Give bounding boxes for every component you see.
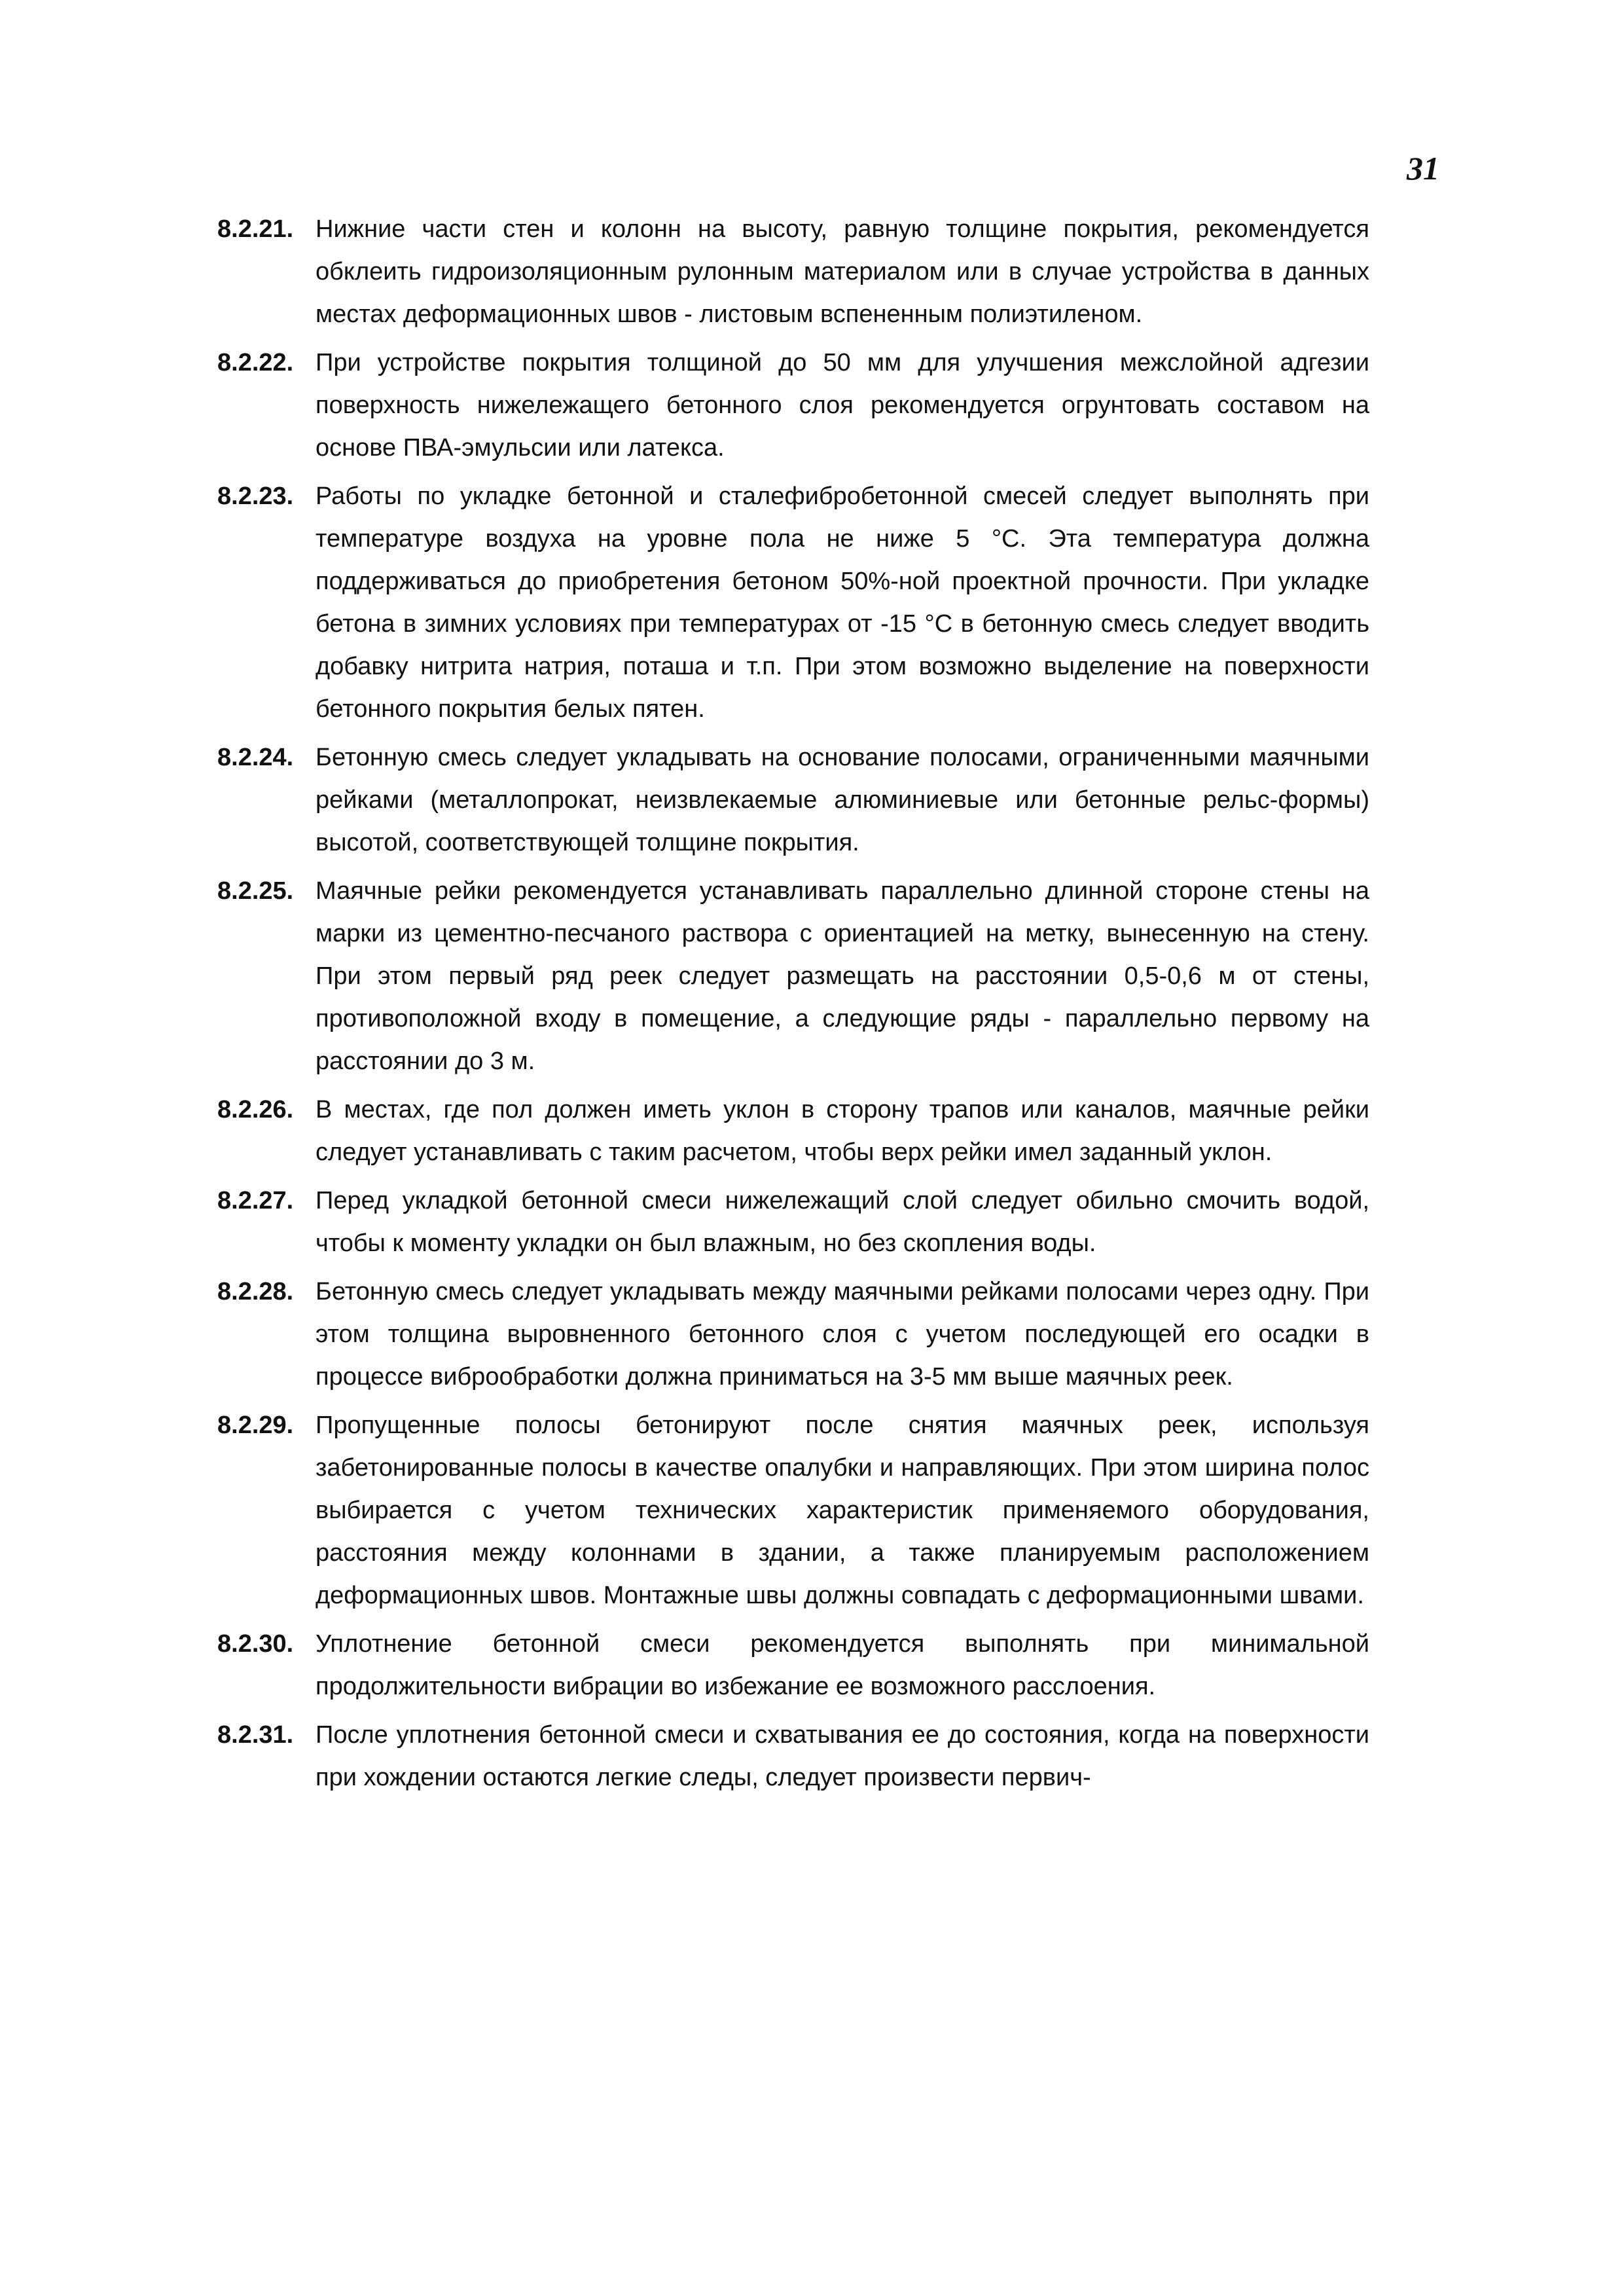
clause-text: Перед укладкой бетонной смеси нижележащий слой следует обильно смочить водой, чтобы к моменту укладки он был влажным, но без скопления воды.	[316, 1187, 1369, 1257]
clause-8-2-22	[217, 342, 1369, 469]
clause-8-2-26	[217, 1089, 1369, 1174]
clause-8-2-27	[217, 1180, 1369, 1265]
clause-8-2-23	[217, 475, 1369, 731]
clause-8-2-28	[217, 1271, 1369, 1398]
document-body	[217, 208, 1369, 1805]
clause-text: Бетонную смесь следует укладывать на основание полосами, ограниченными маячными рейками (металлопрокат, неизвлекаемые алюминиевые или бетонные рельс-формы) высотой, соответствующей толщине покрытия.	[316, 744, 1369, 856]
clause-number: 8.2.27.	[217, 1187, 294, 1214]
clause-number: 8.2.30.	[217, 1630, 294, 1658]
clause-text: Пропущенные полосы бетонируют после снятия маячных реек, используя забетонированные полосы в качестве опалубки и направляющих. При этом ширина полос выбирается с учетом технических характеристик применяемого оборудования, расстояния между колоннами в здании, а также планируемым расположением деформационных швов. Монтажные швы должны совпадать с деформационными швами.	[316, 1412, 1369, 1609]
clause-8-2-24	[217, 737, 1369, 864]
clause-number: 8.2.24.	[217, 744, 294, 771]
clause-text: Нижние части стен и колонн на высоту, равную толщине покрытия, рекомендуется обклеить гидроизоляционным рулонным материалом или в случае устройства в данных местах деформационных швов - листовым вспененным полиэтиленом.	[316, 215, 1369, 328]
clause-number: 8.2.26.	[217, 1096, 294, 1123]
clause-number: 8.2.31.	[217, 1721, 294, 1749]
clause-number: 8.2.25.	[217, 877, 294, 905]
clause-text: При устройстве покрытия толщиной до 50 мм для улучшения межслойной адгезии поверхность нижележащего бетонного слоя рекомендуется огрунтовать составом на основе ПВА-эмульсии или латекса.	[316, 349, 1369, 462]
clause-text: Уплотнение бетонной смеси рекомендуется выполнять при минимальной продолжительности вибрации во избежание ее возможного расслоения.	[316, 1630, 1369, 1700]
clause-text: Бетонную смесь следует укладывать между маячными рейками полосами через одну. При этом толщина выровненного бетонного слоя с учетом последующей его осадки в процессе виброобработки должна приниматься на 3-5 мм выше маячных реек.	[316, 1278, 1369, 1391]
clause-8-2-25	[217, 870, 1369, 1083]
clause-8-2-30	[217, 1623, 1369, 1708]
clause-number: 8.2.23.	[217, 483, 294, 510]
clause-8-2-31	[217, 1714, 1369, 1799]
clause-text: После уплотнения бетонной смеси и схватывания ее до состояния, когда на поверхности при хождении остаются легкие следы, следует произвести первич-	[316, 1721, 1369, 1791]
clause-8-2-29	[217, 1404, 1369, 1617]
clause-number: 8.2.28.	[217, 1278, 294, 1305]
clause-8-2-21	[217, 208, 1369, 336]
clause-number: 8.2.21.	[217, 215, 294, 243]
clause-number: 8.2.29.	[217, 1412, 294, 1439]
clause-text: В местах, где пол должен иметь уклон в сторону трапов или каналов, маячные рейки следует устанавливать с таким расчетом, чтобы верх рейки имел заданный уклон.	[316, 1096, 1369, 1166]
clause-number: 8.2.22.	[217, 349, 294, 376]
clause-text: Работы по укладке бетонной и сталефибробетонной смесей следует выполнять при температуре воздуха на уровне пола не ниже 5 °С. Эта температура должна поддерживаться до приобретения бетоном 50%-ной проектной прочности. При укладке бетона в зимних условиях при температурах от -15 °С в бетонную смесь следует вводить добавку нитрита натрия, поташа и т.п. При этом возможно выделение на поверхности бетонного покрытия белых пятен.	[316, 483, 1369, 723]
page-number: 31	[1407, 150, 1439, 187]
clause-text: Маячные рейки рекомендуется устанавливать параллельно длинной стороне стены на марки из цементно-песчаного раствора с ориентацией на метку, вынесенную на стену. При этом первый ряд реек следует размещать на расстоянии 0,5-0,6 м от стены, противоположной входу в помещение, а следующие ряды - параллельно первому на расстоянии до 3 м.	[316, 877, 1369, 1075]
